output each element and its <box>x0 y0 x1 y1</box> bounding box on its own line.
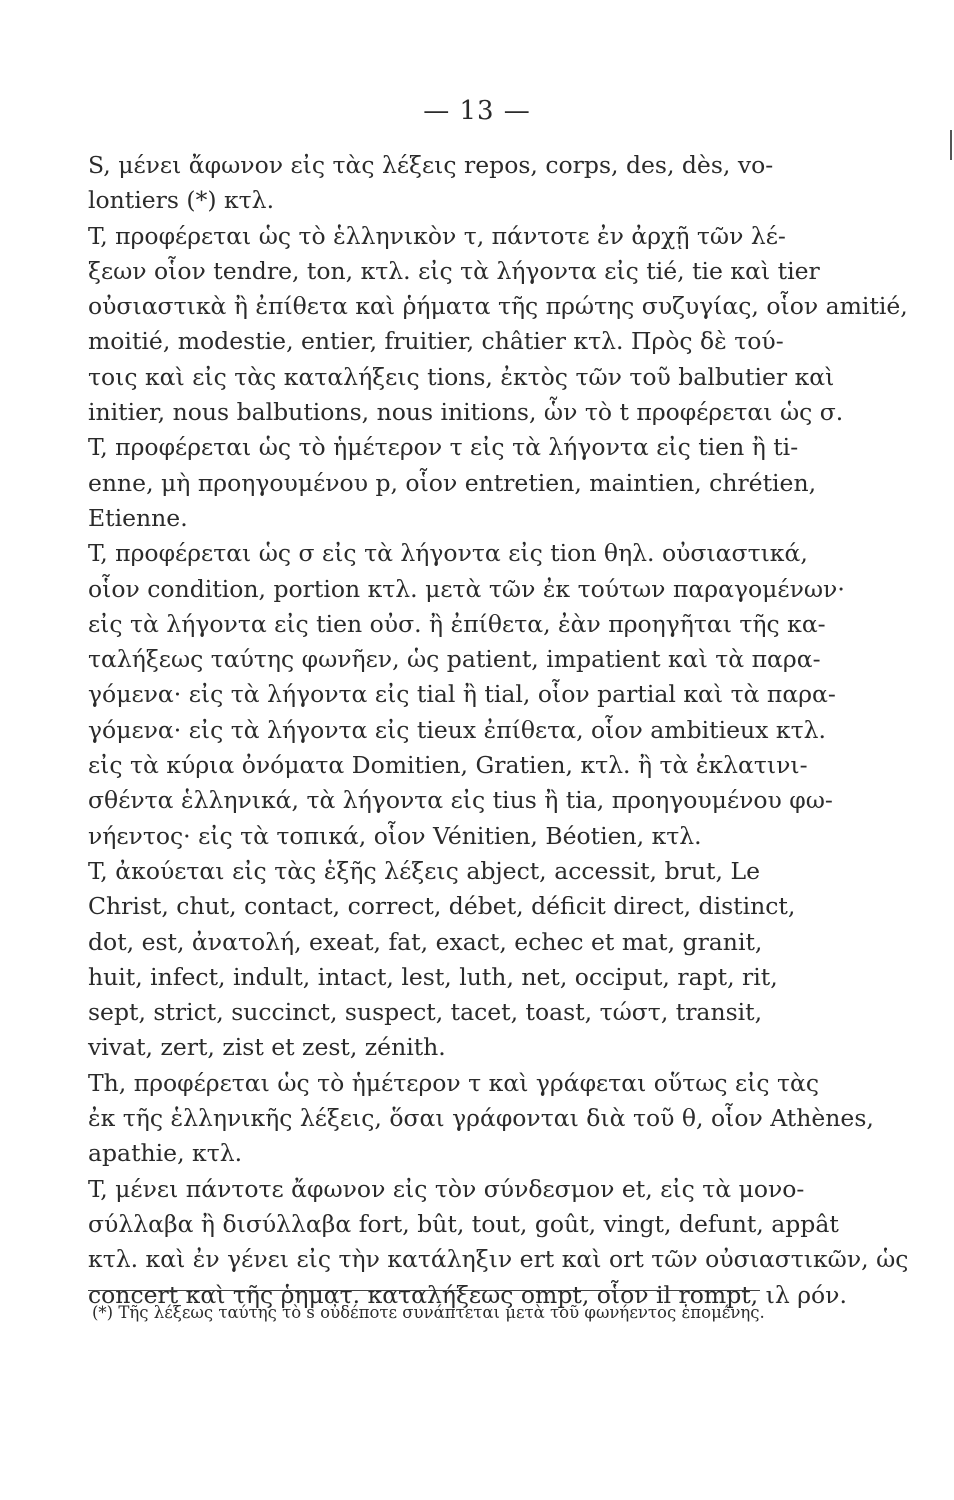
text-line: ἐκ τῆς ἑλληνικῆς λέξεις, ὅσαι γράφονται διὰ τοῦ θ, οἷον Athènes, <box>88 1104 874 1133</box>
text-line: lontiers (*) κτλ. <box>88 186 275 215</box>
text-line: T, προφέρεται ὡς τὸ ἑλληνικὸν τ, πάντοτε ἐν ἀρχῇ τῶν λέ- <box>88 221 786 250</box>
text-line: S, μένει ἄφωνον εἰς τὰς λέξεις repos, corps, des, dès, vo- <box>88 151 774 179</box>
text-line: Christ, chut, contact, correct, débet, déficit direct, distinct, <box>88 892 796 921</box>
text-line: γόμενα· εἰς τὰ λήγοντα εἰς tieux ἐπίθετα, οἷον ambitieux κτλ. <box>88 715 826 744</box>
text-line: concert καὶ τῆς ῥηματ. καταλήξεως ompt, οἷον il rompt, ιλ ρόν. <box>88 1280 847 1309</box>
text-line: ταλήξεως ταύτης φωνῆεν, ὡς patient, impatient καὶ τὰ παρα- <box>88 645 821 674</box>
text-line: Etienne. <box>88 503 188 532</box>
text-line: νήεντος· εἰς τὰ τοπικά, οἷον Vénitien, Béotien, κτλ. <box>88 821 702 850</box>
text-line: T, προφέρεται ὡς τὸ ἡμέτερον τ εἰς τὰ λήγοντα εἰς tien ἢ ti- <box>88 433 799 462</box>
text-line: τοις καὶ εἰς τὰς καταλήξεις tions, ἐκτὸς τῶν τοῦ balbutier καὶ <box>88 362 835 391</box>
text-line: οὐσιαστικὰ ἢ ἐπίθετα καὶ ῥήματα τῆς πρώτης συζυγίας, οἷον amitié, <box>88 292 908 321</box>
text-line: Th, προφέρεται ὡς τὸ ἡμέτερον τ καὶ γράφεται οὕτως εἰς τὰς <box>88 1068 820 1097</box>
text-line: εἰς τὰ λήγοντα εἰς tien οὐσ. ἢ ἐπίθετα, ἐὰν προηγῆται τῆς κα- <box>88 609 826 638</box>
text-line: apathie, κτλ. <box>88 1139 243 1168</box>
text-line: ξεων οἷον tendre, ton, κτλ. εἰς τὰ λήγοντα εἰς tié, tie καὶ tier <box>88 256 820 285</box>
text-line: γόμενα· εἰς τὰ λήγοντα εἰς tial ἢ tial, οἷον partial καὶ τὰ παρα- <box>88 680 836 709</box>
text-line: enne, μὴ προηγουμένου p, οἷον entretien, maintien, chrétien, <box>88 468 817 497</box>
text-line: σύλλαβα ἢ δισύλλαβα fort, bût, tout, goût, vingt, defunt, appât <box>88 1209 839 1238</box>
text-line: κτλ. καὶ ἐν γένει εἰς τὴν κατάληξιν ert καὶ ort τῶν οὐσιαστικῶν, ὡς <box>88 1245 909 1274</box>
text-line: initier, nous balbutions, nous initions, ὧν τὸ t προφέρεται ὡς σ. <box>88 398 844 427</box>
footnote: (*) Τῆς λέξεως ταύτης τὸ s οὐδέποτε συνάπτεται μετὰ τοῦ φωνήεντος ἑπομένης. <box>92 1303 765 1322</box>
text-line: sept, strict, succinct, suspect, tacet, toast, τώστ, transit, <box>88 998 763 1027</box>
text-line: T, προφέρεται ὡς σ εἰς τὰ λήγοντα εἰς tion θηλ. οὐσιαστικά, <box>88 539 808 568</box>
text-line: vivat, zert, zist et zest, zénith. <box>88 1033 446 1062</box>
text-line: moitié, modestie, entier, fruitier, châtier κτλ. Πρὸς δὲ τού- <box>88 327 784 356</box>
text-line: huit, infect, indult, intact, lest, luth, net, occiput, rapt, rit, <box>88 962 778 991</box>
text-line: dot, est, ἀνατολή, exeat, fat, exact, echec et mat, granit, <box>88 927 763 956</box>
text-line: T, μένει πάντοτε ἄφωνον εἰς τὸν σύνδεσμον et, εἰς τὰ μονο- <box>88 1174 805 1203</box>
page-number: — 13 — <box>423 96 531 126</box>
text-line: εἰς τὰ κύρια ὀνόματα Domitien, Gratien, κτλ. ἢ τὰ ἐκλατινι- <box>88 751 808 780</box>
margin-mark <box>950 130 952 160</box>
footnote-divider <box>88 1290 760 1291</box>
text-line: T, ἀκούεται εἰς τὰς ἑξῆς λέξεις abject, accessit, brut, Le <box>88 856 760 885</box>
text-line: σθέντα ἑλληνικά, τὰ λήγοντα εἰς tius ἢ tia, προηγουμένου φω- <box>88 786 833 815</box>
body-text <box>88 148 909 1313</box>
text-line: οἷον condition, portion κτλ. μετὰ τῶν ἐκ τούτων παραγομένων· <box>88 574 845 603</box>
